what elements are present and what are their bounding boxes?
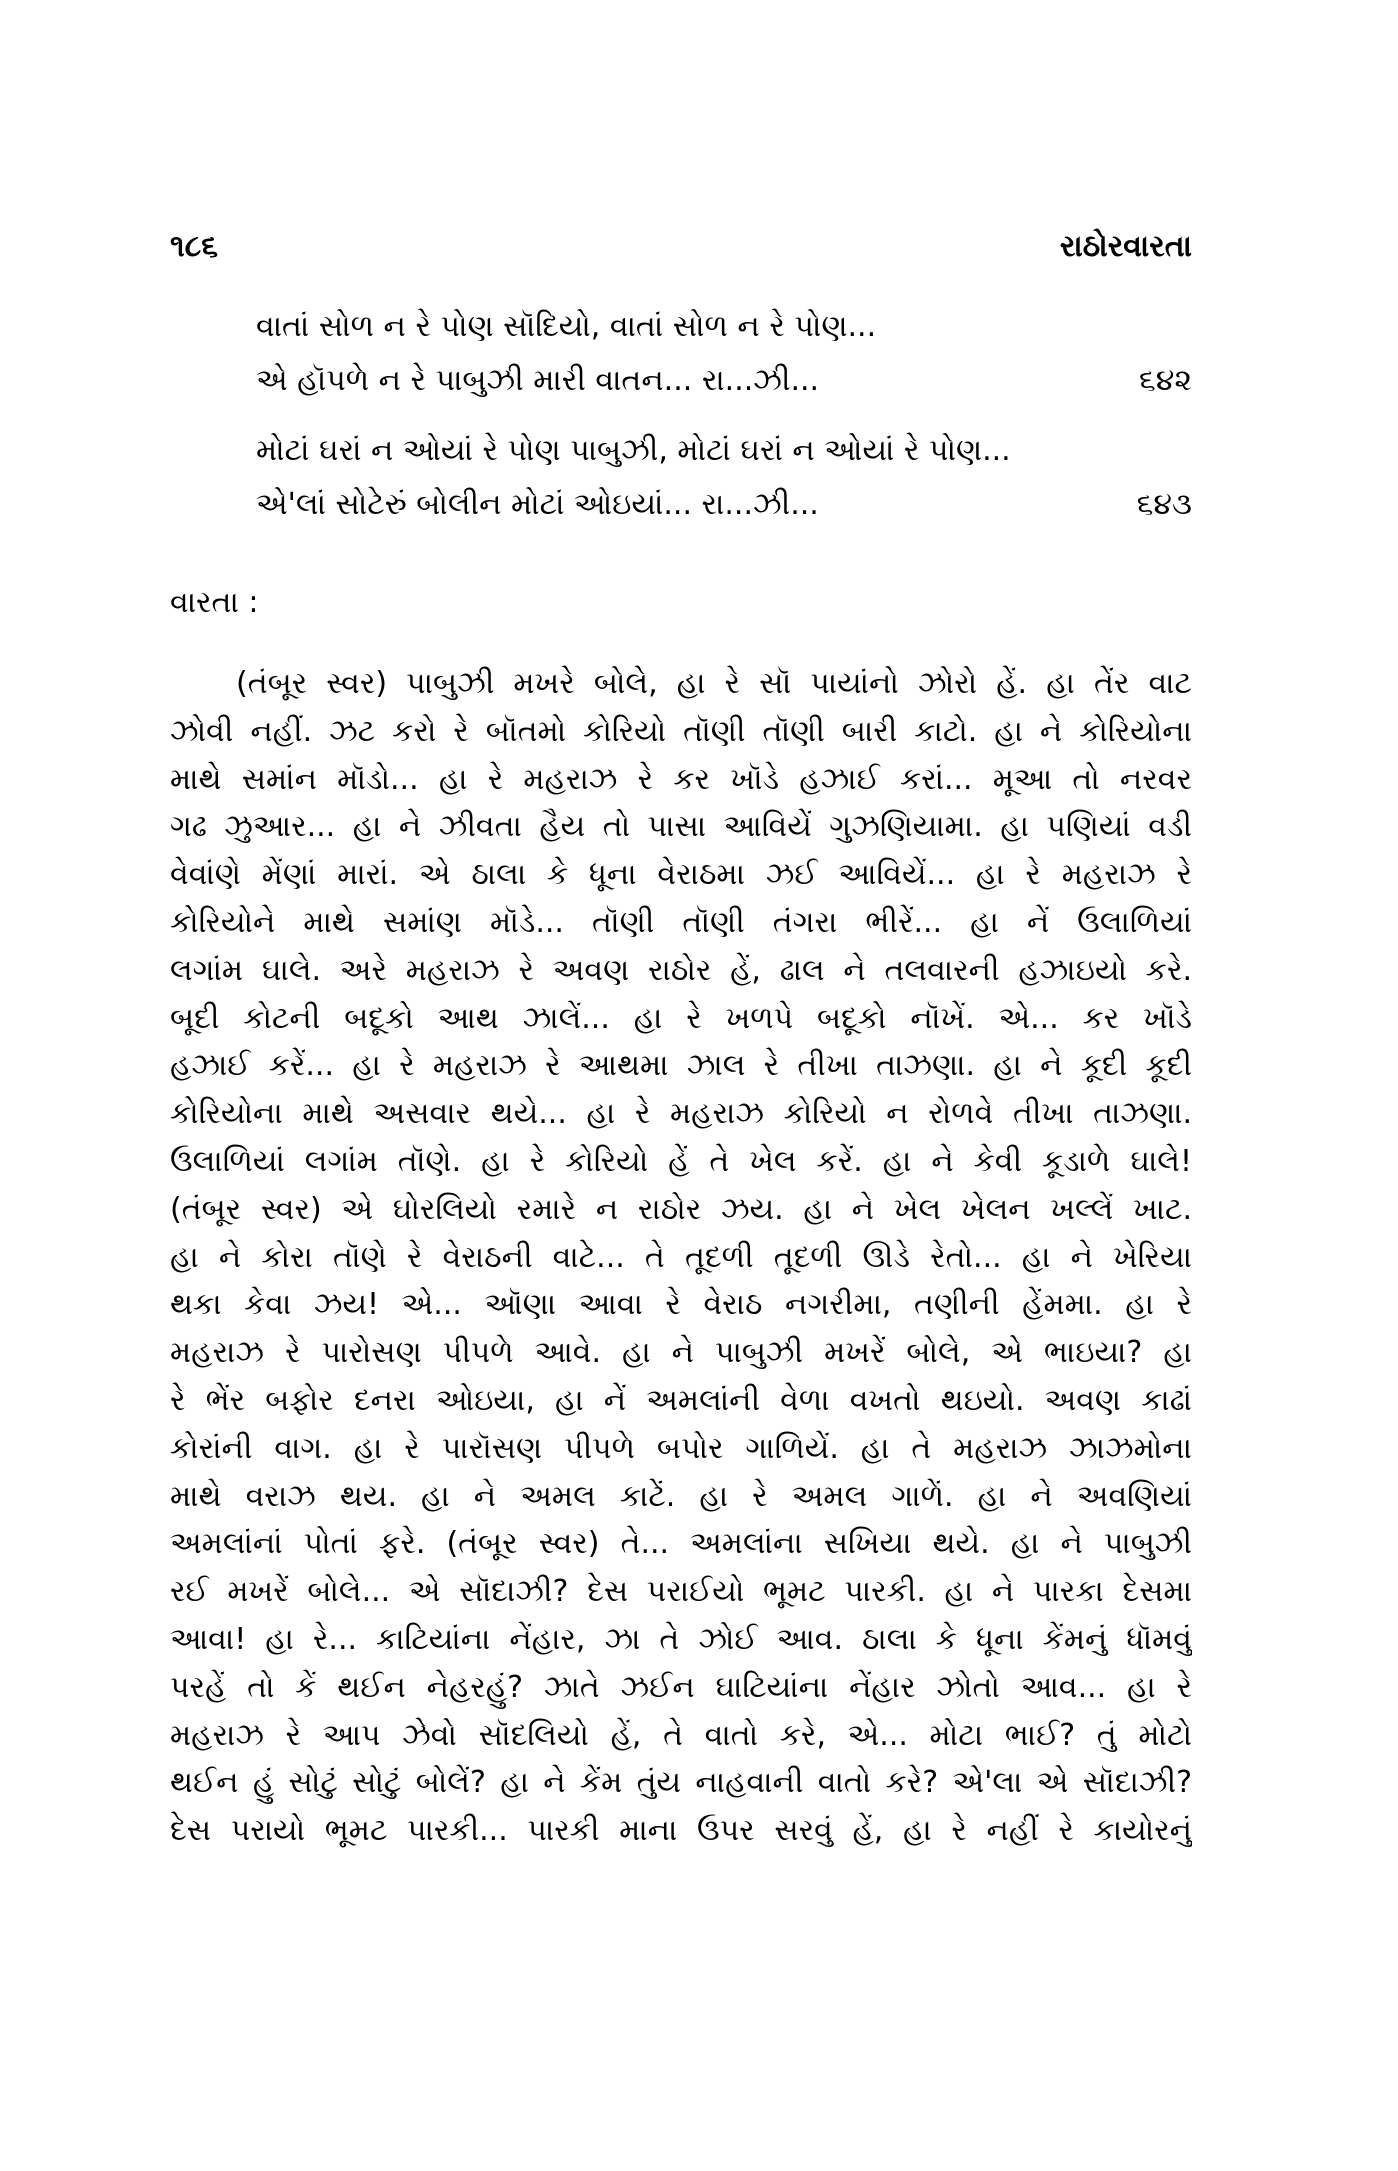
verse-line: [170, 478, 1192, 532]
prose-line: રઈ મખરેં બોલે... એ સૉદાઝી? દેસ પરાઈયો ભૂમટ પારકી. હા ને પારકા દેસમા: [170, 1574, 1192, 1610]
prose-line: (તંબૂર સ્વર) એ ઘોરલિયો રમારે ન રાઠોર ઝય. હા ને ખેલ ખેલન ખલ્લેં ખાટ.: [170, 1191, 1192, 1227]
section-heading: વારતા :: [170, 585, 259, 620]
prose-line: રે ભેંર બફોર દનરા ઓઇયા, હા નેં અમલાંની વેળા વખતો થઇયો. અવણ કાઢાં: [170, 1382, 1192, 1418]
prose-line: કોરાંની વાગ. હા રે પારૉસણ પીપળે બપોર ગાળિયેં. હા તે મહરાઝ ઝાઝમોના: [170, 1430, 1192, 1466]
verse-stanza: [170, 300, 1192, 408]
prose-line: કોરિયોને માથે સમાંણ મૉડે... તૉણી તૉણી તંગરા ભીરેં... હા નેં ઉલાળિયાં: [170, 904, 1192, 940]
verse-number: ૬૪૩: [1136, 487, 1192, 522]
verse-line-text: મોટાં ઘરાં ન ઓયાં રે પોણ પાબુઝી, મોટાં ઘરાં ન ઓયાં રે પોણ...: [256, 433, 1011, 468]
running-title: રાઠોરવારતા: [1059, 229, 1192, 264]
verse-line-text: એ'લાં સોટેરું બોલીન મોટાં ઓઇયાં... રા...ઝી...: [256, 487, 819, 522]
prose-line: લગાંમ ઘાલે. અરે મહરાઝ રે અવણ રાઠોર હેં, ઢાલ ને તલવારની હઝાઇયો કરે.: [170, 952, 1192, 988]
prose-line: હા ને કોરા તૉણે રે વેરાઠની વાટે... તે તૂદળી તૂદળી ઊડે રેતો... હા ને ખેરિયા: [170, 1239, 1192, 1275]
prose-line: ઉલાળિયાં લગાંમ તૉણે. હા રે કોરિયો હેં તે ખેલ કરેં. હા ને કેવી કૂડાળે ઘાલે!: [170, 1143, 1192, 1179]
page-header: [170, 222, 1192, 272]
prose-line: ઝોવી નહીં. ઝટ કરો રે બૉતમો કોરિયો તૉણી તૉણી બારી કાટો. હા ને કોરિયોના: [170, 713, 1192, 749]
prose-line: અમલાંનાં પોતાં ફરે. (તંબૂર સ્વર) તે... અમલાંના સખિયા થયે. હા ને પાબુઝી: [170, 1526, 1192, 1562]
prose-line: મહરાઝ રે આપ ઝેવો સૉદલિયો હેં, તે વાતો કરે, એ... મોટા ભાઈ? તું મોટો: [170, 1717, 1192, 1753]
prose-line: બૂદી કોટની બદૂકો આથ ઝાલેં... હા રે ખળપે બદૂકો નૉખેં. એ... કર ખૉડે: [170, 1000, 1192, 1036]
verse-line: [170, 300, 1192, 354]
verse-stanza: [170, 424, 1192, 532]
prose-line: પરહેં તો કેં થઈન નેહરહું? ઝાતે ઝઈન ઘાટિયાંના નેંહાર ઝોતો આવ... હા રે: [170, 1669, 1192, 1705]
verse-line-text: એ હૉપળે ન રે પાબુઝી મારી વાતન... રા...ઝી...: [256, 363, 820, 398]
prose-line: માથે વરાઝ થય. હા ને અમલ કાટેં. હા રે અમલ ગાળેં. હા ને અવણિયાં: [170, 1478, 1192, 1514]
prose-paragraph: [170, 660, 1192, 1855]
verse-line: [170, 354, 1192, 408]
verse-line: [170, 424, 1192, 478]
prose-line: કોરિયોના માથે અસવાર થયે... હા રે મહરાઝ કોરિયો ન રોળવે તીખા તાઝણા.: [170, 1096, 1192, 1132]
prose-line: માથે સમાંન મૉડો... હા રે મહરાઝ રે કર ખૉડે હઝાઈ કરાં... મૂઆ તો નરવર: [170, 761, 1192, 797]
verse-number: ૬૪૨: [1138, 363, 1192, 398]
page-number: ૧૮૬: [170, 229, 218, 264]
prose-line: થકા કેવા ઝય! એ... ઑણા આવા રે વેરાઠ નગરીમા, તણીની હેંમમા. હા રે: [170, 1287, 1192, 1323]
prose-line: મહરાઝ રે પારોસણ પીપળે આવે. હા ને પાબુઝી મખરેં બોલે, એ ભાઇયા? હા: [170, 1335, 1192, 1371]
verse-line-text: વાતાં સોળ ન રે પોણ સૉદિયો, વાતાં સોળ ન રે પોણ...: [256, 309, 877, 344]
prose-line: થઈન હું સોટું સોટું બોલેં? હા ને કેંમ તુંય નાહવાની વાતો કરે? એ'લા એ સૉદાઝી?: [170, 1765, 1192, 1801]
prose-line: દેસ પરાયો ભૂમટ પારકી... પારકી માના ઉપર સરવું હેં, હા રે નહીં રે કાયોરનું: [170, 1813, 1192, 1849]
prose-line: ગઢ ઝુઆર... હા ને ઝીવતા હૈય તો પાસા આવિયેં ગુઝણિયામા. હા પણિયાં વડી: [170, 809, 1192, 845]
prose-line: (તંબૂર સ્વર) પાબુઝી મખરે બોલે, હા રે સૉ પાયાંનો ઝોરો હેં. હા તેંર વાટ: [236, 666, 1192, 701]
prose-line: હઝાઈ કરેં... હા રે મહરાઝ રે આથમા ઝાલ રે તીખા તાઝણા. હા ને કૂદી કૂદી: [170, 1048, 1192, 1084]
prose-line: આવા! હા રે... કાટિયાંના નેંહાર, ઝા તે ઝોઈ આવ. ઠાલા કે ધૂના કેંમનું ધૉમવું: [170, 1621, 1192, 1657]
prose-line: વેવાંણે મેંણાં મારાં. એ ઠાલા કે ધૂના વેરાઠમા ઝઈ આવિયેં... હા રે મહરાઝ રે: [170, 857, 1192, 893]
